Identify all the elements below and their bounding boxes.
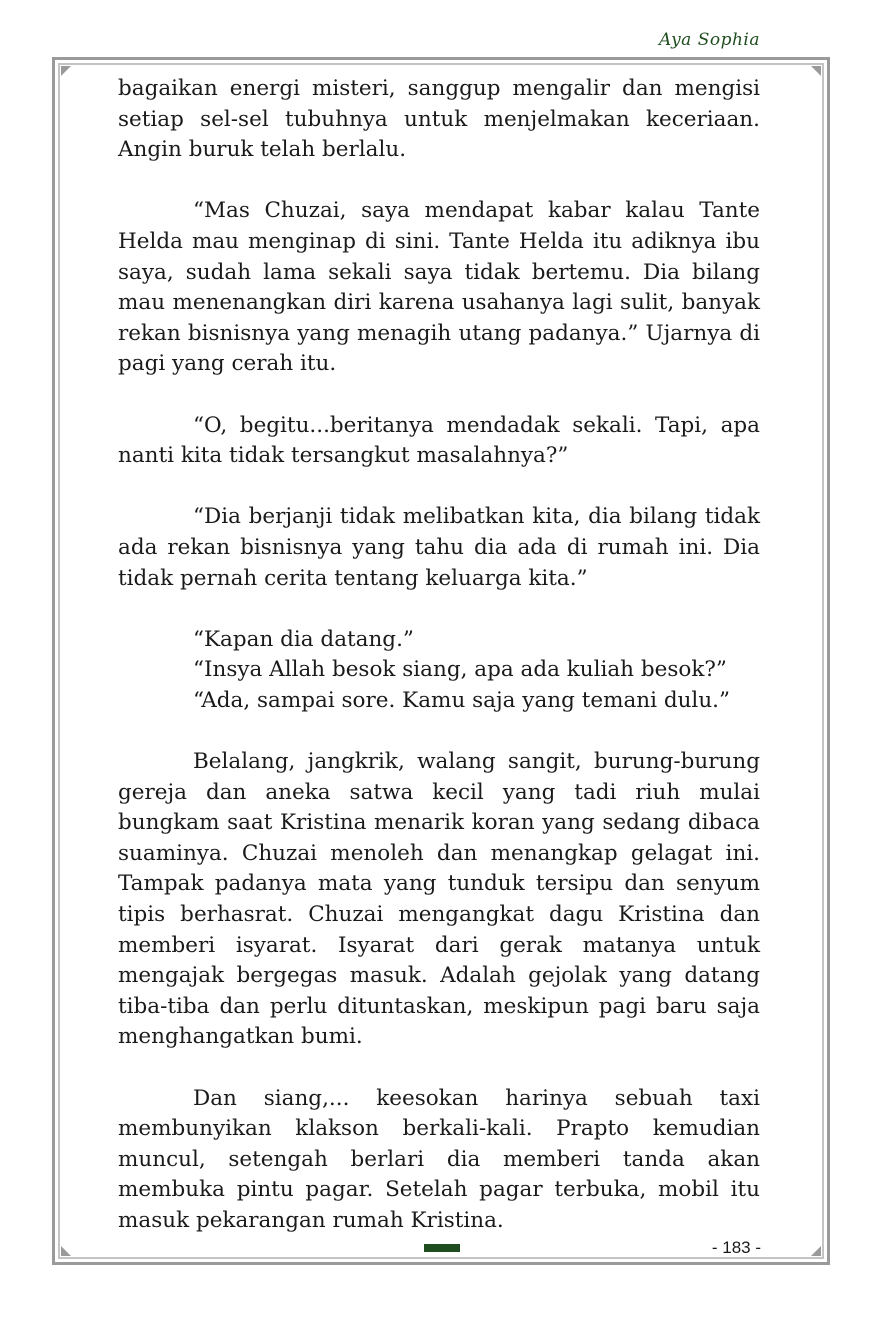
frame-top-inner-line (60, 63, 822, 65)
paragraph: Belalang, jangkrik, walang sangit, burung-burung gereja dan aneka satwa kecil yang tadi riuh mulai bungkam saat Kristina menarik koran yang sedang dibaca suaminya. Chuzai menoleh dan menangkap gelagat ini. Tampak padanya mata yang tunduk tersipu dan senyum tipis berhasrat. Chuzai mengangkat dagu Kristina dan memberi isyarat. Isyarat dari gerak matanya untuk mengajak bergegas masuk. Adalah gejolak yang datang tiba-tiba dan perlu dituntaskan, meskipun pagi baru saja menghangatkan bumi. (118, 749, 760, 1050)
paragraph: Dan siang,... keesokan harinya sebuah taxi membunyikan klakson berkali-kali. Prapto kemudian muncul, setengah berlari dia memberi tanda akan membuka pintu pagar. Setelah pagar terbuka, mobil itu masuk pekarangan rumah Kristina. (118, 1085, 760, 1233)
corner-ornament-top-right (811, 66, 821, 76)
paragraph: bagaikan energi misteri, sanggup mengalir dan mengisi setiap sel-sel tubuhnya untuk menjelmakan keceriaan. Angin buruk telah berlalu. (118, 76, 760, 163)
dialogue-line: “Ada, sampai sore. Kamu saja yang temani dulu.” (193, 687, 730, 713)
paragraph: “Dia berjanji tidak melibatkan kita, dia bilang tidak ada rekan bisnisnya yang tahu dia ada di rumah ini. Dia tidak pernah cerita tentang keluarga kita.” (118, 504, 760, 591)
paragraph: “O, begitu...beritanya mendadak sekali. Tapi, apa nanti kita tidak tersangkut masalahnya?” (118, 412, 760, 469)
page-number: - 183 - (711, 1238, 761, 1257)
page-body (118, 74, 760, 1267)
frame-left-inner-line (58, 63, 60, 1259)
corner-ornament-top-left (61, 66, 71, 76)
dialogue-line: “Insya Allah besok siang, apa ada kuliah besok?” (193, 657, 727, 683)
book-title-header: Aya Sophia (658, 30, 760, 50)
frame-right-inner-line (822, 63, 824, 1259)
paragraph: “Mas Chuzai, saya mendapat kabar kalau Tante Helda mau menginap di sini. Tante Helda itu adiknya ibu saya, sudah lama sekali saya tidak bertemu. Dia bilang mau menenangkan diri karena usahanya lagi sulit, banyak rekan bisnisnya yang menagih utang padanya.” Ujarnya di pagi yang cerah itu. (118, 198, 760, 377)
corner-ornament-bottom-right (811, 1246, 821, 1256)
frame-right-line (827, 57, 830, 1265)
frame-left-line (52, 57, 55, 1265)
frame-top-line (52, 57, 830, 60)
footer-ornament-bar (424, 1244, 460, 1252)
corner-ornament-bottom-left (61, 1246, 71, 1256)
dialogue-line: “Kapan dia datang.” (193, 626, 414, 652)
